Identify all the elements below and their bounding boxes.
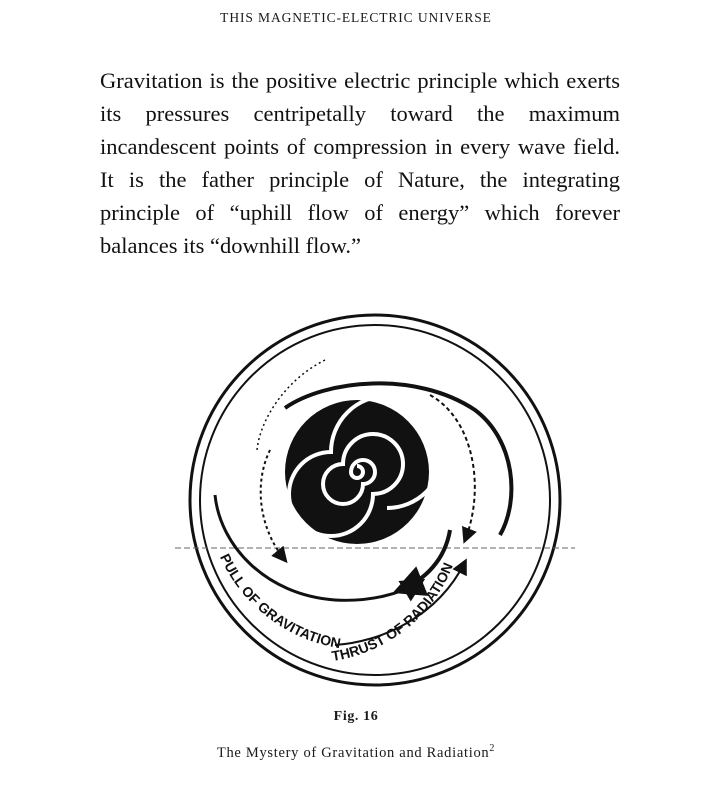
dark-core [285,400,429,544]
gravitation-radiation-figure [175,300,575,700]
running-head: THIS MAGNETIC-ELECTRIC UNIVERSE [220,10,492,25]
spiral-diagram [175,300,575,700]
figure-caption-text: The Mystery of Gravitation and Radiation [216,745,490,761]
pull-of-gravitation-label: PULL OF GRAVITATION [217,551,343,652]
thrust-of-radiation-label: THRUST OF RADIATION [330,560,456,664]
caption-footnote-marker: 2 [489,743,496,755]
figure-number: Fig. 16 [333,709,379,724]
dashed-arrow-left [261,450,285,560]
figure-caption [0,745,712,762]
dashed-arrow-right [430,395,475,540]
body-paragraph: Gravitation is the positive electric principle which exerts its pressures centripetally toward the maximum incandescent points of compression in every wave field. It is the father principle of Nature, the integrating principle of “uphill flow of energy” which forever balances its “downhill flow.” [100,68,620,258]
